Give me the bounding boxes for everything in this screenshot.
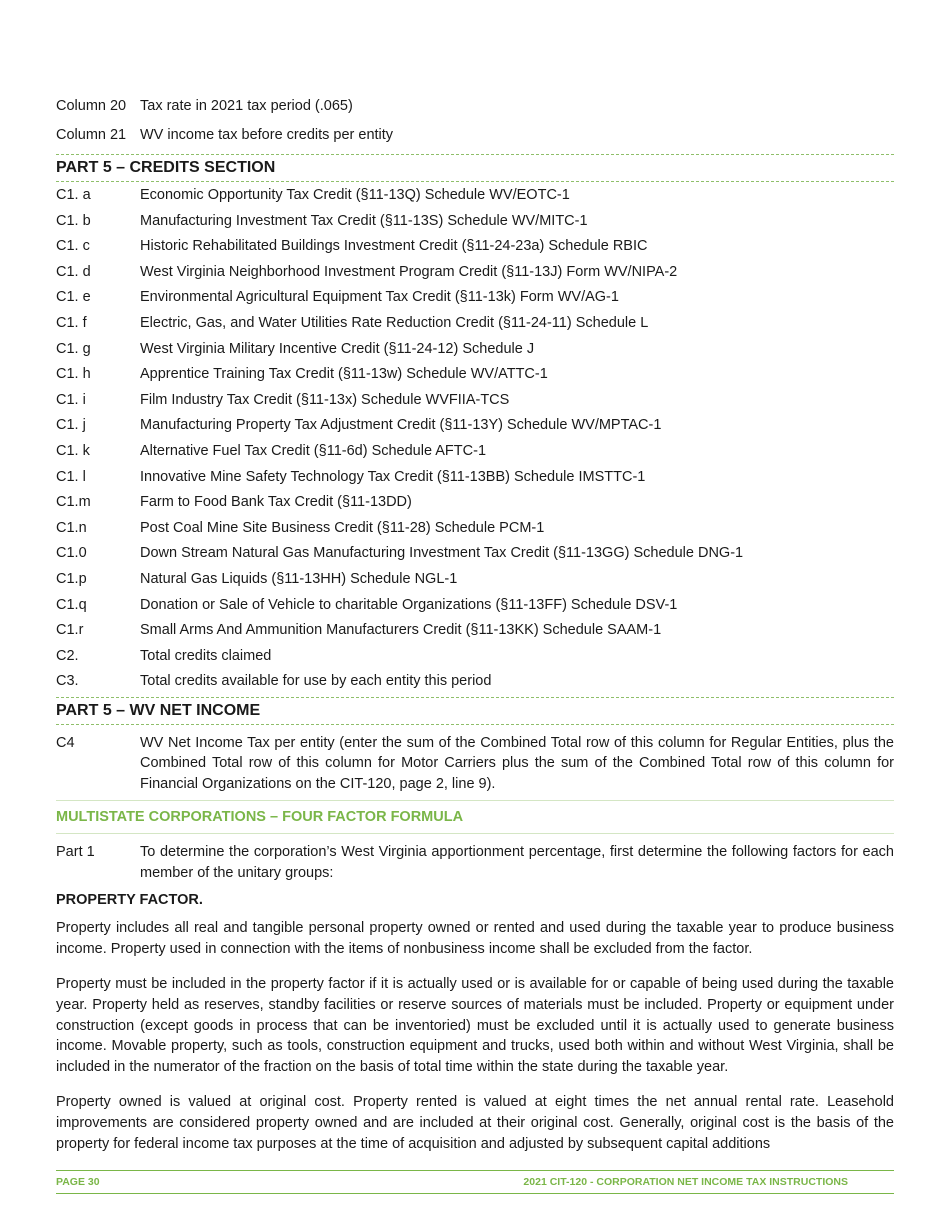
credits-section-heading: PART 5 – CREDITS SECTION (56, 154, 894, 182)
credit-text: West Virginia Military Incentive Credit (§11-24-12) Schedule J (140, 340, 535, 357)
credit-item (56, 234, 894, 260)
footer-title: 2021 CIT-120 - CORPORATION NET INCOME TAX INSTRUCTIONS (523, 1176, 848, 1188)
credit-item (56, 183, 894, 209)
part1-key: Part 1 (56, 844, 95, 861)
credit-key: C3. (56, 673, 79, 690)
column-20-row (56, 96, 894, 116)
credit-key: C1.n (56, 519, 87, 536)
credit-item (56, 567, 894, 593)
credit-key: C1.0 (56, 545, 87, 562)
credit-item (56, 669, 894, 695)
column-label: Column 20 (56, 98, 127, 114)
column-21-row (56, 125, 894, 145)
part1-row (56, 834, 894, 883)
credit-text: Economic Opportunity Tax Credit (§11-13Q) Schedule WV/EOTC-1 (140, 187, 570, 203)
credit-key: C1.q (56, 596, 87, 613)
credit-key: C1. i (56, 391, 86, 408)
credit-key: C1. j (56, 417, 86, 434)
credit-text: Environmental Agricultural Equipment Tax Credit (§11-13k) Form WV/AG-1 (140, 289, 619, 306)
credit-key: C1. e (56, 289, 91, 306)
credit-key: C1. l (56, 468, 86, 485)
credit-text: Innovative Mine Safety Technology Tax Credit (§11-13BB) Schedule IMSTTC-1 (140, 468, 646, 485)
credit-item (56, 413, 894, 439)
credit-key: C2. (56, 647, 79, 664)
credit-key: C1. f (56, 314, 87, 331)
c4-key: C4 (56, 734, 75, 751)
multistate-heading: MULTISTATE CORPORATIONS – FOUR FACTOR FORMULA (56, 801, 894, 834)
credit-item (56, 209, 894, 235)
credit-item (56, 362, 894, 388)
credit-item (56, 593, 894, 619)
credit-item (56, 465, 894, 491)
credit-text: Historic Rehabilitated Buildings Investment Credit (§11-24-23a) Schedule RBIC (140, 238, 648, 255)
credit-item (56, 311, 894, 337)
credit-item (56, 260, 894, 286)
credit-text: Total credits available for use by each entity this period (140, 673, 492, 690)
credit-item (56, 541, 894, 567)
c4-row (56, 725, 894, 802)
credit-key: C1.m (56, 494, 91, 511)
credit-text: Down Stream Natural Gas Manufacturing Investment Tax Credit (§11-13GG) Schedule DNG-1 (140, 545, 744, 562)
credit-item (56, 337, 894, 363)
credit-key: C1. c (56, 238, 90, 255)
credit-key: C1. k (56, 442, 90, 459)
credit-key: C1. h (56, 366, 91, 383)
net-income-section-heading: PART 5 – WV NET INCOME (56, 697, 894, 725)
credit-text: Film Industry Tax Credit (§11-13x) Schedule WVFIIA-TCS (140, 391, 510, 408)
document-page (56, 96, 894, 1169)
credit-text: Post Coal Mine Site Business Credit (§11-28) Schedule PCM-1 (140, 519, 545, 536)
credit-item (56, 439, 894, 465)
credit-text: West Virginia Neighborhood Investment Program Credit (§11-13J) Form WV/NIPA-2 (140, 263, 678, 280)
credit-item (56, 516, 894, 542)
credit-key: C1. g (56, 340, 91, 357)
credit-item (56, 388, 894, 414)
credit-text: Electric, Gas, and Water Utilities Rate Reduction Credit (§11-24-11) Schedule L (140, 314, 649, 331)
paragraph: Property includes all real and tangible personal property owned or rented and used during the taxable year to produce business income. Property used in connection with the items of nonbusiness income shall be excluded from the factor. (56, 920, 894, 958)
column-label: Column 21 (56, 127, 127, 143)
page-number: PAGE 30 (56, 1176, 100, 1188)
property-factor-heading: PROPERTY FACTOR. (56, 892, 203, 909)
credit-item (56, 490, 894, 516)
credit-key: C1. b (56, 212, 91, 229)
column-description: WV income tax before credits per entity (140, 127, 394, 143)
credit-text: Farm to Food Bank Tax Credit (§11-13DD) (140, 494, 412, 511)
paragraph: Property must be included in the property factor if it is actually used or is available for or capable of being used during the taxable year. Property held as reserves, standby facilities or reserve sources of materials must be included. Property or equipment under construction (except goods in process that can be inventoried) must be excluded until it is actually used to generate business income. Movable property, such as tools, construction equipment and trucks, used both within and without West Virginia, shall be included in the numerator of the fraction on the basis of total time within the state during the taxable year. (56, 976, 894, 1076)
credit-key: C1.r (56, 622, 84, 639)
credit-item (56, 644, 894, 670)
page-footer (56, 1170, 894, 1194)
credit-key: C1. a (56, 187, 91, 203)
credit-key: C1.p (56, 570, 87, 587)
credit-key: C1. d (56, 263, 91, 280)
credit-text: Manufacturing Property Tax Adjustment Credit (§11-13Y) Schedule WV/MPTAC-1 (140, 417, 662, 434)
part1-text: To determine the corporation’s West Virginia apportionment percentage, first determine the following factors for each member of the unitary groups: (140, 844, 894, 881)
credit-text: Donation or Sale of Vehicle to charitable Organizations (§11-13FF) Schedule DSV-1 (140, 596, 678, 613)
credits-list (56, 183, 894, 695)
credit-text: Small Arms And Ammunition Manufacturers Credit (§11-13KK) Schedule SAAM-1 (140, 622, 662, 639)
credit-text: Apprentice Training Tax Credit (§11-13w) Schedule WV/ATTC-1 (140, 366, 548, 383)
credit-text: Manufacturing Investment Tax Credit (§11-13S) Schedule WV/MITC-1 (140, 212, 588, 229)
credit-item (56, 618, 894, 644)
credit-text: Total credits claimed (140, 647, 272, 664)
credit-text: Natural Gas Liquids (§11-13HH) Schedule NGL-1 (140, 570, 458, 587)
credit-text: Alternative Fuel Tax Credit (§11-6d) Schedule AFTC-1 (140, 442, 487, 459)
c4-text: WV Net Income Tax per entity (enter the sum of the Combined Total row of this column for Regular Entities, plus the Combined Total row of this column for Motor Carriers plus the sum of the Combined Total row of this column for Financial Organizations on the CIT-120, page 2, line 9). (140, 734, 894, 792)
credit-item (56, 285, 894, 311)
column-description: Tax rate in 2021 tax period (.065) (140, 98, 353, 114)
paragraph: Property owned is valued at original cost. Property rented is valued at eight times the net annual rental rate. Leasehold improvements are considered property owned and are included at their original cost. Generally, original cost is the basis of the property for federal income tax purposes at the time of acquisition and adjusted by subsequent capital additions (56, 1094, 894, 1152)
